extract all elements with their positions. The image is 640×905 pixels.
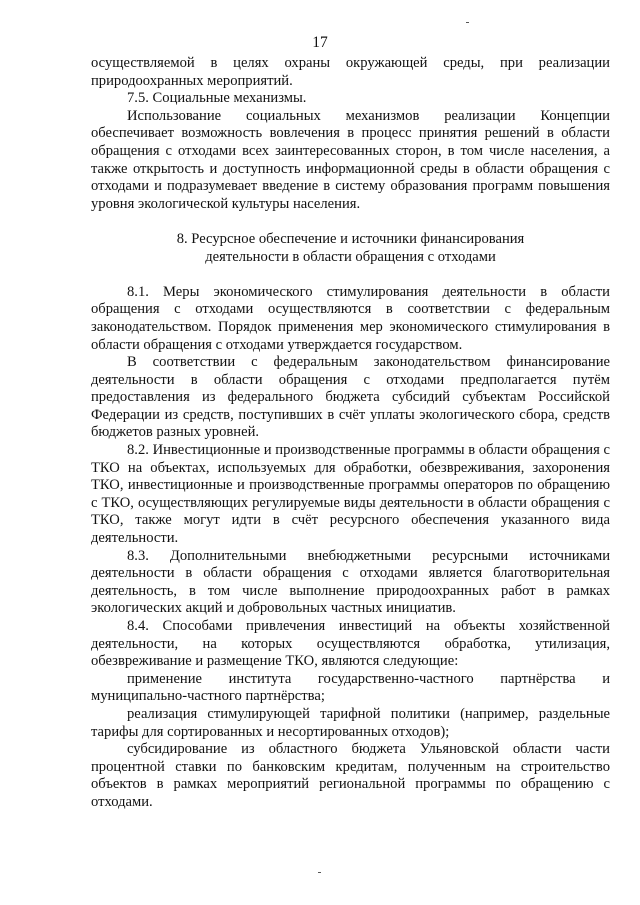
list-item-partnership: применение института государственно-частного партнёрства и муниципально-частного партнёрства;	[91, 670, 610, 705]
spacer	[91, 213, 610, 231]
paragraph-8-3: 8.3. Дополнительными внебюджетными ресурсными источниками деятельности в области обращения с отходами является благотворительная деятельность, в том числе выполнение природоохранных работ в рамках экологических акций и добровольных частных инициатив.	[91, 547, 610, 617]
document-body	[91, 55, 610, 812]
spacer	[91, 266, 610, 284]
list-item-tariff-policy: реализация стимулирующей тарифной политики (например, раздельные тарифы для сортированных и несортированных отходов);	[91, 705, 610, 740]
scan-speck	[466, 22, 469, 23]
paragraph-8-4: 8.4. Способами привлечения инвестиций на объекты хозяйственной деятельности, на которых осуществляются обработка, утилизация, обезвреживание и размещение ТКО, являются следующие:	[91, 618, 610, 670]
paragraph-8-2: 8.2. Инвестиционные и производственные программы в области обращения с ТКО на объектах, используемых для обработки, обезвреживания, захоронения ТКО, инвестиционные и производственные программы операторов по обращению с ТКО, осуществляющих регулируемые виды деятельности в области обращения с ТКО, также могут идти в счёт ресурсного обеспечения указанного вида деятельности.	[91, 442, 610, 547]
page-number: 17	[312, 34, 328, 51]
paragraph-social-mechanisms: Использование социальных механизмов реализации Концепции обеспечивает возможность вовлечения в процесс принятия решений в области обращения с отходами всех заинтересованных сторон, в том числе населения, а также открытость и доступность информационной среды в области обращения с отходами и подразумевает введение в систему образования программ повышения уровня экологической культуры населения.	[91, 107, 610, 212]
paragraph-federal-financing: В соответствии с федеральным законодательством финансирование деятельности в области обращения с отходами предполагается путём предоставления из федерального бюджета субсидий субъектам Российской Федерации из средств, поступивших в счёт уплаты экологического сбора, средств бюджетов разных уровней.	[91, 354, 610, 441]
scan-speck	[318, 872, 321, 873]
subsection-title-7-5: 7.5. Социальные механизмы.	[127, 90, 307, 107]
section-heading-line-1: 8. Ресурсное обеспечение и источники финансирования	[176, 230, 525, 247]
section-heading-line-2: деятельности в области обращения с отходами	[205, 248, 496, 265]
paragraph-continuation: осуществляемой в целях охраны окружающей среды, при реализации природоохранных мероприятий.	[91, 55, 610, 89]
paragraph-8-1: 8.1. Меры экономического стимулирования деятельности в области обращения с отходами осуществляются в соответствии с федеральным законодательством. Порядок применения мер экономического стимулирования в области обращения с отходами утверждается государством.	[91, 283, 610, 353]
list-item-subsidies: субсидирование из областного бюджета Ульяновской области части процентной ставки по банковским кредитам, полученным на строительство объектов в рамках мероприятий региональной программы по обращению с отходами.	[91, 741, 610, 810]
